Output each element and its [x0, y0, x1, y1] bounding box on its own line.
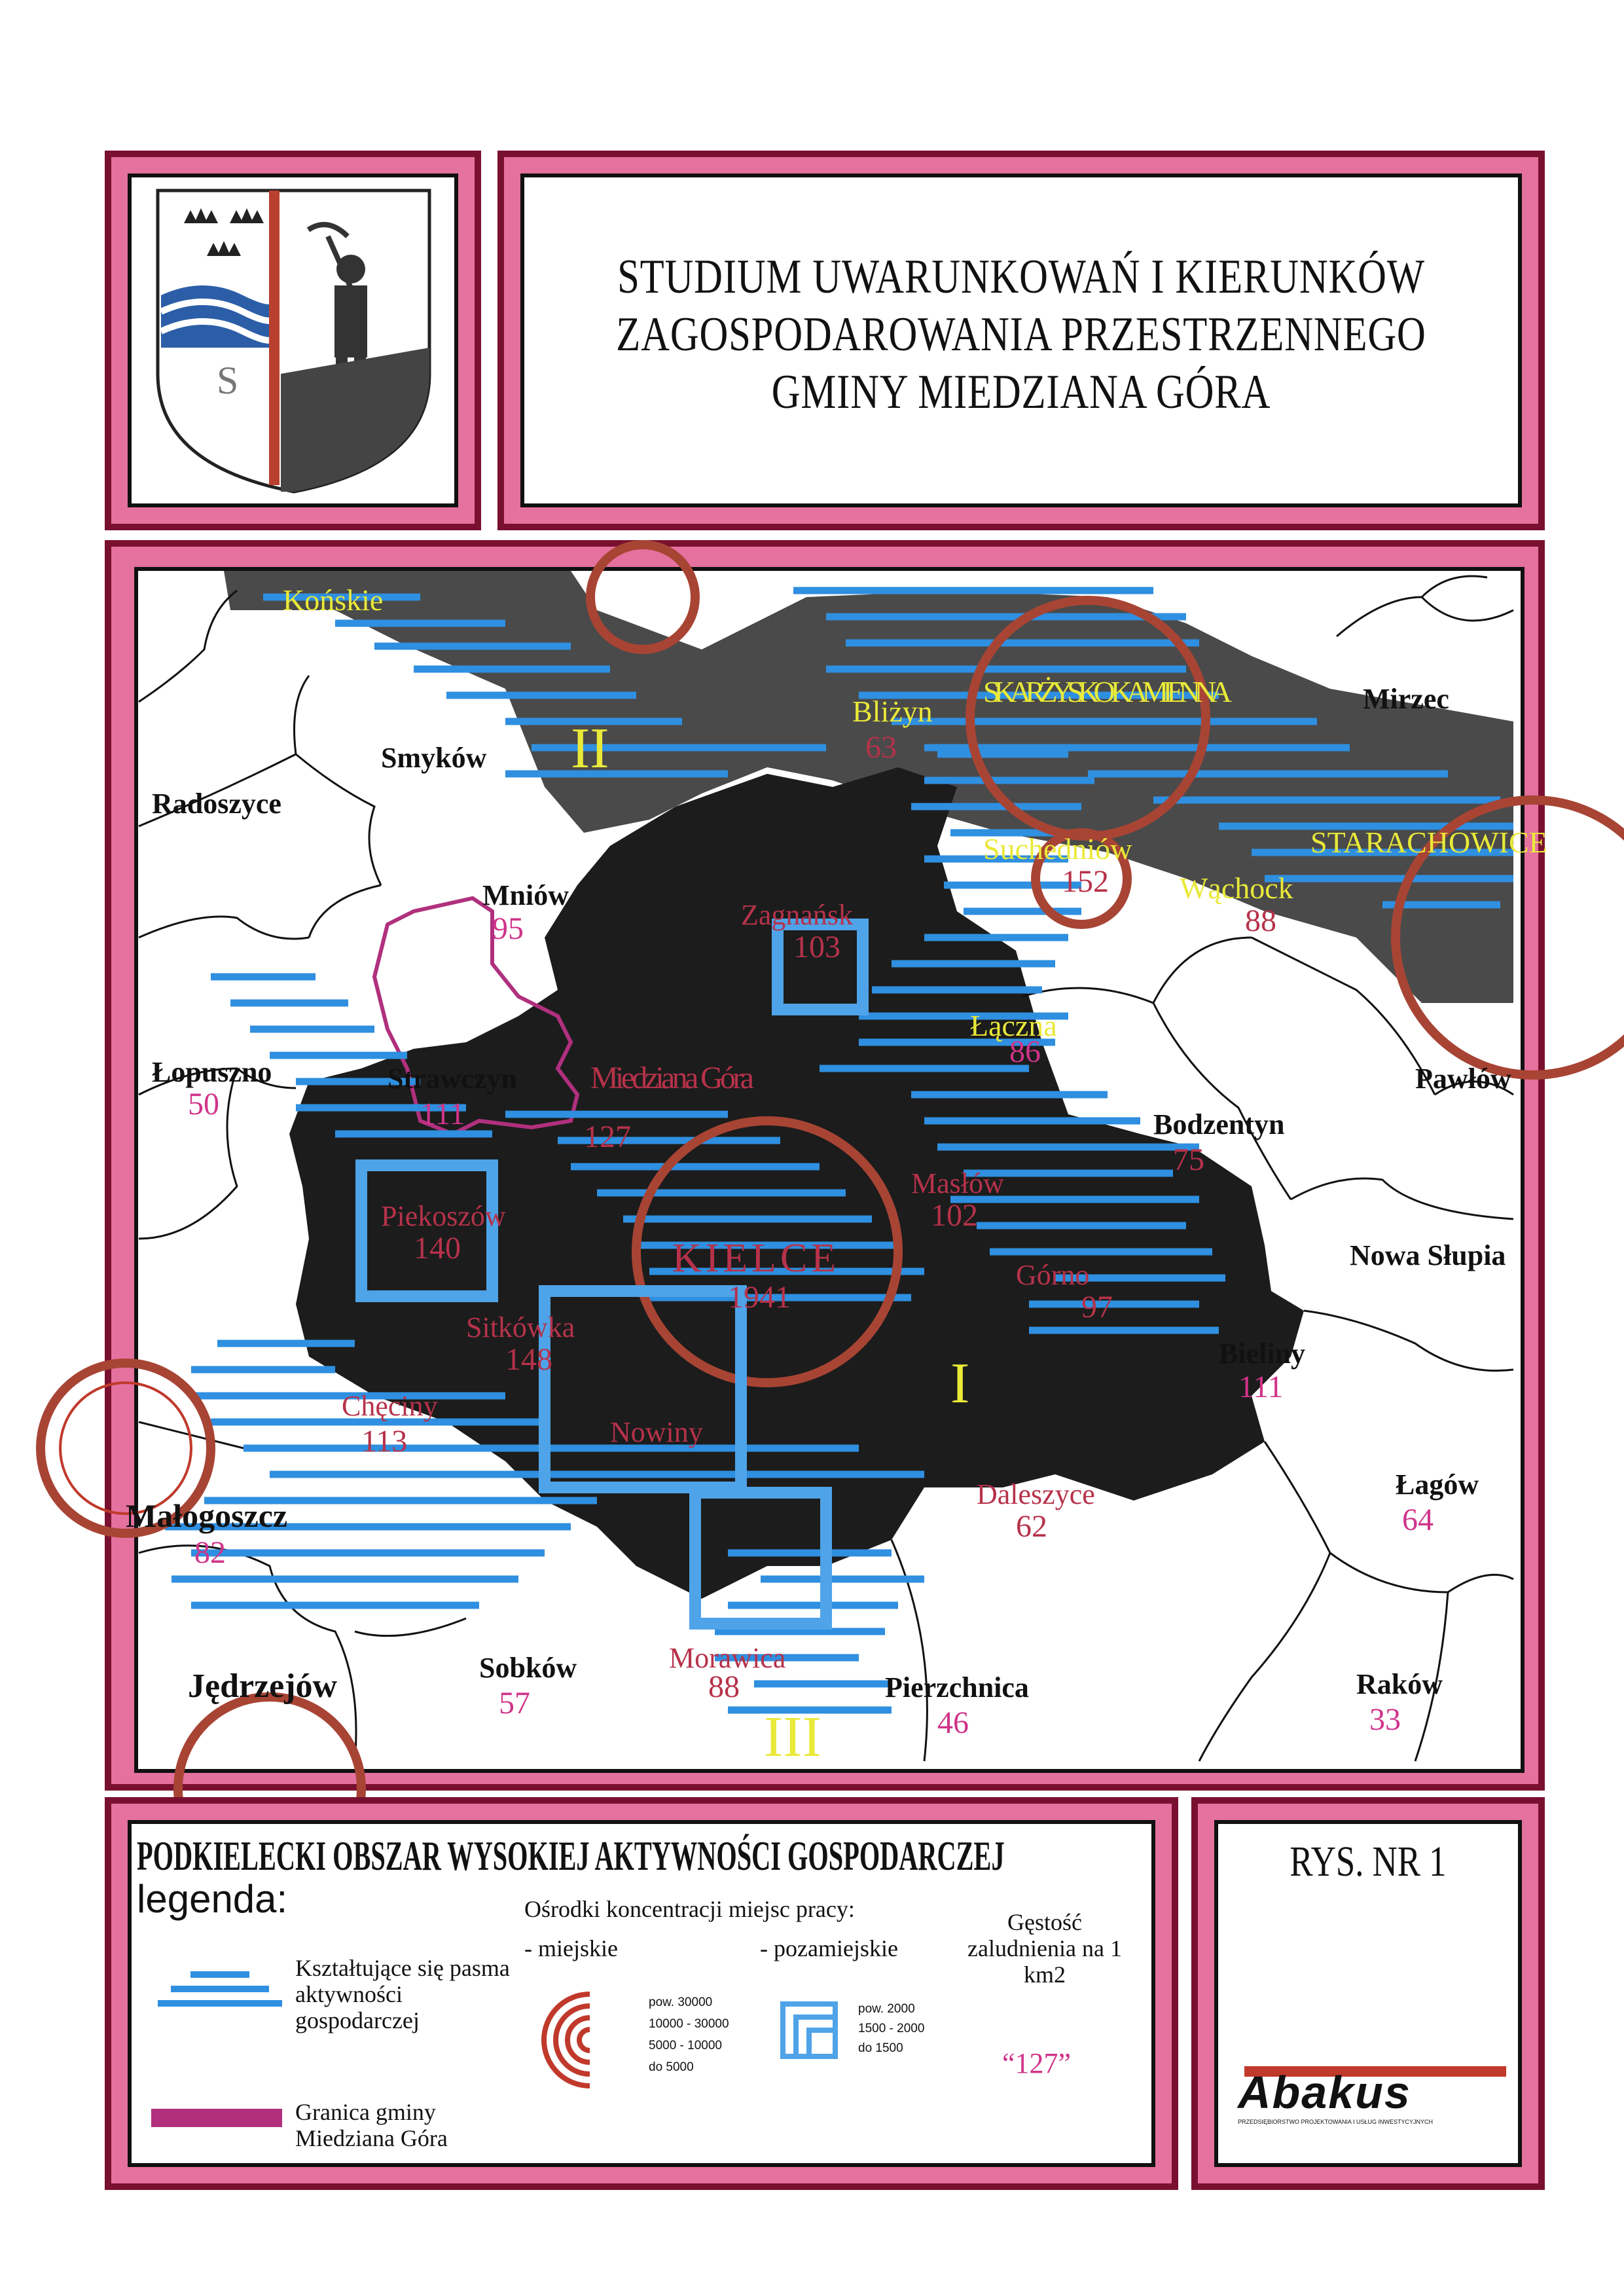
label-skarzysko-kamienna: SKARŻYSKO KAMIENNA — [983, 675, 1232, 708]
title-line-3: GMINY MIEDZIANA GÓRA — [771, 365, 1271, 419]
label-starachowice: STARACHOWICE — [1310, 826, 1547, 859]
label-lopuszno: Łopuszno — [152, 1056, 272, 1088]
label-kielce: KIELCE — [672, 1236, 836, 1281]
urban-class-4: do 5000 — [649, 2060, 694, 2074]
urban-label: - miejskie — [524, 1935, 618, 1961]
nonurban-label: - pozamiejskie — [760, 1935, 898, 1961]
coat-of-arms-frame — [105, 151, 481, 530]
density-zagnansk: 103 — [793, 930, 840, 964]
density-lopuszno: 50 — [188, 1087, 219, 1121]
density-gorno: 97 — [1081, 1290, 1113, 1324]
title-line-2: ZAGOSPODAROWANIA PRZESTRZENNEGO — [616, 308, 1426, 361]
centers-heading: Ośrodki koncentracji miejsc pracy: — [524, 1896, 855, 1922]
density-bieliny: 111 — [1238, 1370, 1284, 1404]
band-symbol — [151, 1968, 282, 2020]
density-checiny: 113 — [361, 1424, 408, 1459]
legend-frame — [105, 1797, 1178, 2190]
zone-iii: III — [764, 1705, 821, 1769]
label-pawlow: Pawłów — [1415, 1063, 1511, 1095]
label-zagnansk: Zagnańsk — [741, 899, 854, 931]
label-wachock: Wąchock — [1180, 871, 1293, 905]
label-lagow: Łagów — [1396, 1468, 1479, 1501]
company-subtitle: PRZEDSIĘBIORSTWO PROJEKTOWANIA I USŁUG INWESTYCYJNYCH — [1238, 2119, 1434, 2125]
nonurban-class-1: pow. 2000 — [858, 2002, 915, 2016]
label-daleszyce: Daleszyce — [977, 1478, 1095, 1510]
legend-title: PODKIELECKI OBSZAR WYSOKIEJ AKTYWNOŚCI GOSPODARCZEJ — [137, 1832, 1005, 1879]
figure-frame — [1191, 1797, 1545, 2190]
label-nowiny: Nowiny — [610, 1416, 703, 1448]
density-example: “127” — [1002, 2047, 1072, 2079]
figure-label: RYS. NR 1 — [1290, 1838, 1447, 1886]
label-morawica: Morawica — [669, 1642, 786, 1674]
density-piekoszow: 140 — [414, 1231, 461, 1266]
band-label: Kształtujące się pasma aktywności gospodarczej — [295, 1955, 510, 2033]
label-miedziana-gora: Miedziana Góra — [590, 1061, 754, 1095]
label-bieliny: Bieliny — [1219, 1338, 1306, 1370]
density-rakow: 33 — [1369, 1702, 1401, 1737]
density-sobkow: 57 — [499, 1686, 530, 1721]
zone-ii: II — [571, 717, 609, 780]
label-checiny: Chęciny — [342, 1390, 438, 1422]
legend-heading: legenda: — [137, 1877, 288, 1921]
boundary-symbol — [151, 2105, 282, 2132]
title-line-1: STUDIUM UWARUNKOWAŃ I KIERUNKÓW — [617, 250, 1425, 304]
density-strawczyn: 111 — [420, 1097, 465, 1131]
label-malogoszcz: Małogoszcz — [126, 1497, 288, 1534]
label-gorno: Górno — [1016, 1259, 1090, 1291]
company-name: Abakus — [1238, 2067, 1411, 2118]
nonurban-class-3: do 1500 — [858, 2041, 903, 2055]
density-morawica: 88 — [708, 1669, 740, 1704]
urban-symbol — [537, 1988, 649, 2099]
label-rakow: Raków — [1356, 1668, 1443, 1700]
label-laczna: Łączna — [970, 1009, 1057, 1042]
label-mirzec: Mirzec — [1363, 683, 1449, 715]
zone-i: I — [950, 1352, 970, 1415]
label-mniow: Mniów — [482, 879, 569, 911]
urban-class-2: 10000 - 30000 — [649, 2017, 729, 2031]
density-lagow: 64 — [1402, 1503, 1434, 1537]
label-suchedniow: Suchedniów — [983, 832, 1132, 866]
label-pierzchnica: Pierzchnica — [885, 1671, 1029, 1704]
svg-text:S: S — [217, 359, 239, 402]
label-bodzentyn: Bodzentyn — [1153, 1108, 1285, 1140]
density-maslow: 102 — [931, 1198, 978, 1233]
density-wachock: 88 — [1245, 903, 1276, 938]
label-maslow: Masłów — [911, 1167, 1004, 1199]
title-frame — [497, 151, 1545, 530]
density-malogoszcz: 82 — [194, 1535, 226, 1570]
density-daleszyce: 62 — [1016, 1509, 1047, 1544]
label-sitkowka: Sitkówka — [466, 1311, 575, 1343]
density-pierzchnica: 46 — [937, 1705, 969, 1740]
label-radoszyce: Radoszyce — [152, 788, 281, 820]
label-konskie: Końskie — [283, 583, 384, 617]
coat-of-arms — [132, 177, 454, 503]
density-blizyn: 63 — [865, 730, 897, 765]
density-mniow: 95 — [492, 911, 524, 946]
density-heading: Gęstość zaludnienia na 1 km2 — [967, 1909, 1122, 1988]
nonurban-class-2: 1500 - 2000 — [858, 2022, 925, 2035]
urban-class-3: 5000 - 10000 — [649, 2039, 722, 2052]
company-logo — [1238, 2066, 1513, 2125]
density-suchedniow: 152 — [1062, 864, 1109, 899]
boundary-label: Granica gminy Miedziana Góra — [295, 2099, 448, 2151]
label-smykow: Smyków — [381, 742, 487, 774]
density-laczna: 86 — [1009, 1034, 1041, 1069]
map — [126, 571, 1547, 1769]
label-jedrzejow: Jędrzejów — [188, 1667, 338, 1705]
label-sobkow: Sobków — [479, 1652, 577, 1684]
density-kielce: 1941 — [728, 1280, 791, 1315]
density-bodzentyn: 75 — [1173, 1142, 1204, 1177]
density-miedziana-gora: 127 — [584, 1120, 631, 1154]
label-nowa-slupia: Nowa Słupia — [1350, 1239, 1506, 1271]
label-piekoszow: Piekoszów — [381, 1200, 506, 1232]
urban-class-1: pow. 30000 — [649, 1995, 713, 2009]
nonurban-symbol — [780, 2001, 845, 2066]
density-sitkowka: 148 — [505, 1342, 552, 1377]
label-strawczyn: Strawczyn — [388, 1063, 517, 1095]
label-blizyn: Bliżyn — [852, 695, 933, 728]
